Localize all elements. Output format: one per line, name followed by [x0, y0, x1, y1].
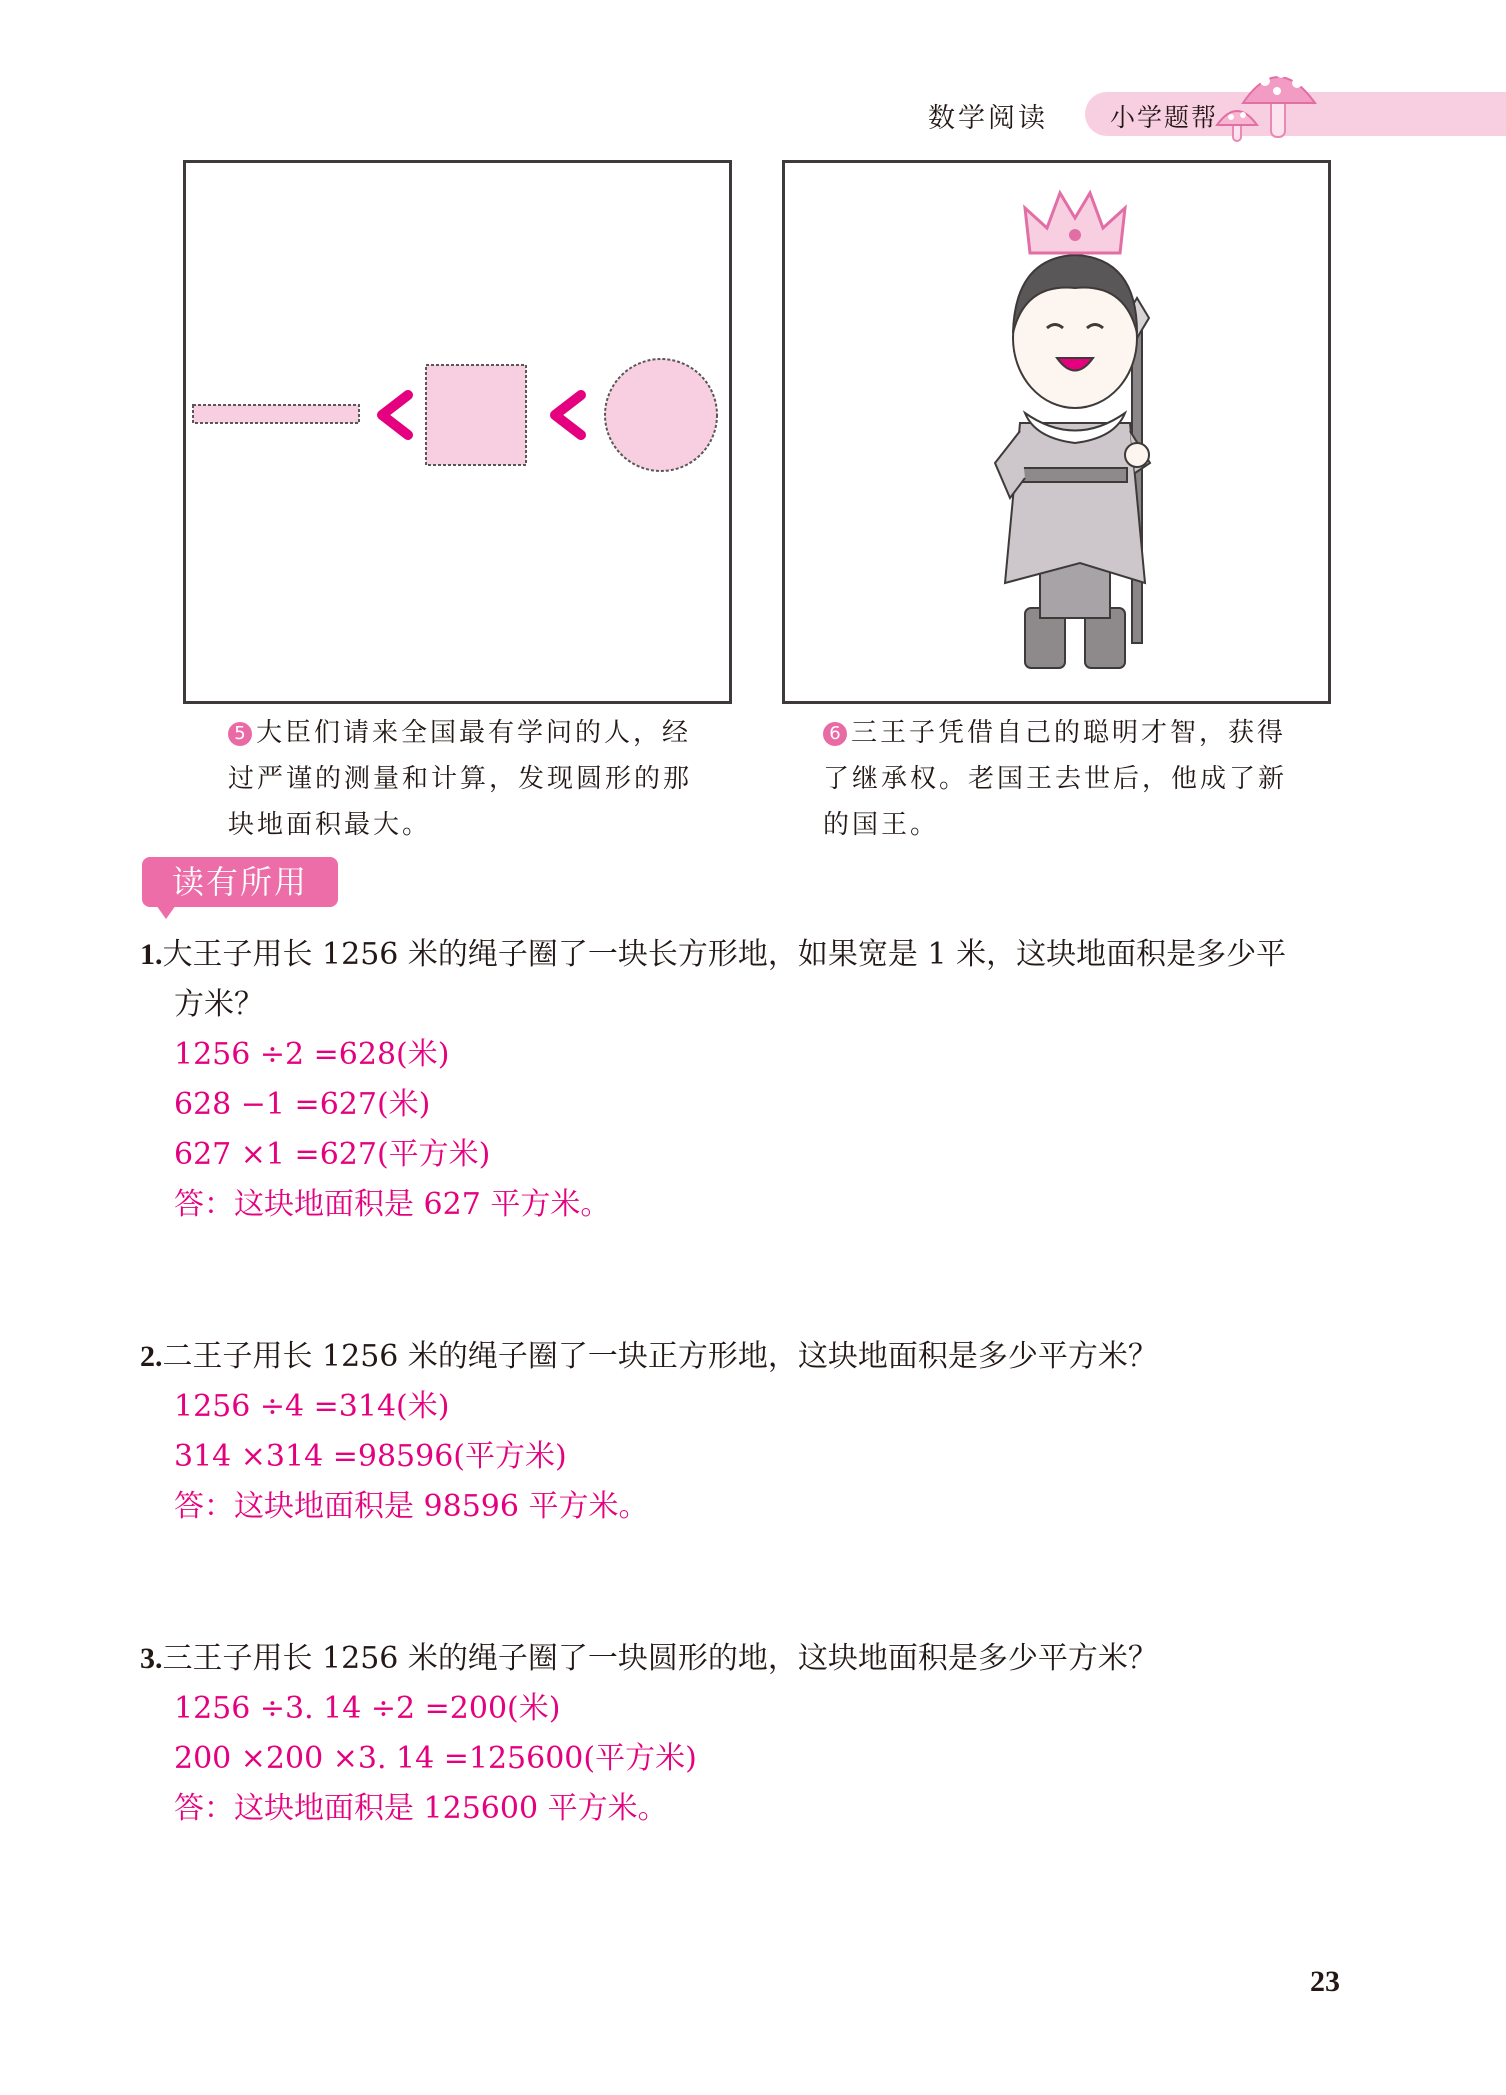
illustration-shapes-frame	[183, 160, 732, 704]
header-series-title: 小学题帮	[1110, 103, 1219, 132]
page-number: 23	[1310, 1965, 1340, 1998]
question-text: 大王子用长 1256 米的绳子圈了一块长方形地，如果宽是 1 米，这块地面积是多少平	[162, 937, 1287, 972]
question-3	[140, 1634, 1370, 1834]
question-number: 2.	[140, 1340, 163, 1373]
answer-conclusion: 答：这块地面积是 125600 平方米。	[174, 1791, 668, 1826]
prince-illustration	[785, 163, 1328, 701]
question-2	[140, 1332, 1370, 1532]
question-text-continued: 方米？	[174, 987, 264, 1022]
caption-text: 大臣们请来全国最有学问的人，经过严谨的测量和计算，发现圆形的那块地面积最大。	[228, 718, 693, 840]
less-than-arrow-2	[555, 395, 581, 435]
square-plot-shape	[426, 365, 526, 465]
section-tag: 读有所用	[142, 857, 338, 907]
caption-number-badge: 5	[228, 722, 252, 746]
answer-line: 628 −1 =627(米)	[174, 1087, 431, 1122]
circle-plot-shape	[605, 359, 717, 471]
caption-text: 三王子凭借自己的聪明才智，获得了继承权。老国王去世后，他成了新的国王。	[823, 718, 1288, 840]
answer-line: 314 ×314 =98596(平方米)	[174, 1439, 567, 1474]
question-number: 3.	[140, 1642, 163, 1675]
question-text: 二王子用长 1256 米的绳子圈了一块正方形地，这块地面积是多少平方米？	[162, 1339, 1158, 1374]
answer-conclusion: 答：这块地面积是 627 平方米。	[174, 1187, 611, 1222]
caption-panel-6	[823, 710, 1293, 848]
question-text: 三王子用长 1256 米的绳子圈了一块圆形的地，这块地面积是多少平方米？	[162, 1641, 1158, 1676]
shapes-comparison-figure	[186, 163, 729, 701]
illustration-prince-frame	[782, 160, 1331, 704]
question-number: 1.	[140, 938, 163, 971]
answer-line: 200 ×200 ×3. 14 =125600(平方米)	[174, 1741, 697, 1776]
caption-number-badge: 6	[823, 722, 847, 746]
answer-line: 1256 ÷4 =314(米)	[174, 1389, 450, 1424]
answer-line: 1256 ÷3. 14 ÷2 =200(米)	[174, 1691, 561, 1726]
answer-line: 1256 ÷2 =628(米)	[174, 1037, 450, 1072]
question-1	[140, 930, 1370, 1230]
caption-panel-5	[228, 710, 698, 848]
less-than-arrow-1	[382, 395, 408, 435]
section-tag-tail	[156, 905, 176, 919]
answer-conclusion: 答：这块地面积是 98596 平方米。	[174, 1489, 649, 1524]
mushroom-icon	[1215, 55, 1345, 150]
rectangle-plot-shape	[193, 405, 359, 423]
header-book-title: 数学阅读	[928, 103, 1048, 134]
answer-line: 627 ×1 =627(平方米)	[174, 1137, 491, 1172]
